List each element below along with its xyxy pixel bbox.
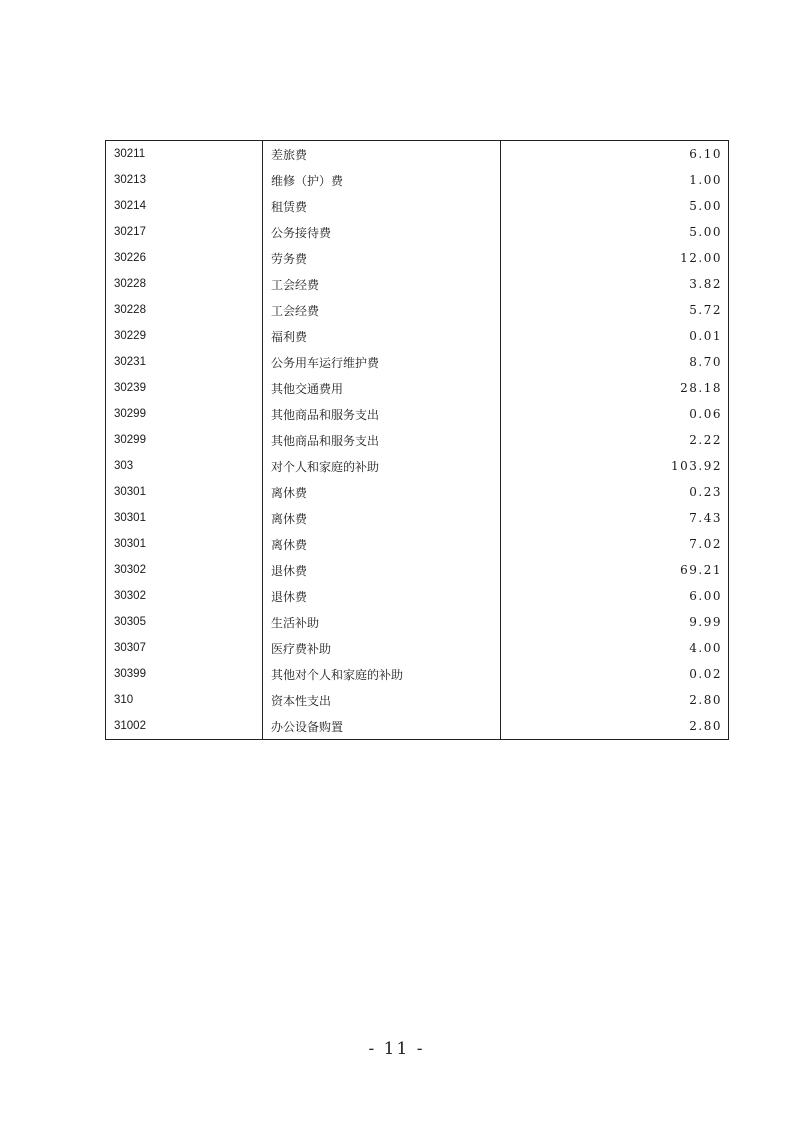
account-name-cell: 其他商品和服务支出 (263, 427, 501, 453)
account-name-cell: 公务用车运行维护费 (263, 349, 501, 375)
account-code-cell: 30302 (106, 557, 263, 583)
amount-cell: 9.99 (689, 615, 722, 629)
amount-cell: 1.00 (689, 173, 722, 187)
account-code-cell: 30217 (106, 219, 263, 245)
account-name-cell: 其他商品和服务支出 (263, 401, 501, 427)
account-name-cell: 公务接待费 (263, 219, 501, 245)
table-row (106, 297, 729, 323)
table-row (106, 427, 729, 453)
table-row (106, 453, 729, 479)
table-row (106, 557, 729, 583)
account-code-cell: 31002 (106, 713, 263, 740)
account-code-cell: 30302 (106, 583, 263, 609)
table-row (106, 323, 729, 349)
account-name-cell: 租赁费 (263, 193, 501, 219)
account-code-cell: 30299 (106, 427, 263, 453)
account-name-cell: 资本性支出 (263, 687, 501, 713)
table-row (106, 661, 729, 687)
account-name-cell: 离休费 (263, 479, 501, 505)
amount-cell: 6.10 (689, 147, 722, 161)
table-row (106, 193, 729, 219)
amount-cell: 0.02 (689, 667, 722, 681)
account-code-cell: 30211 (106, 141, 263, 168)
table-row (106, 141, 729, 168)
account-name-cell: 医疗费补助 (263, 635, 501, 661)
account-code-cell: 30228 (106, 271, 263, 297)
account-code-cell: 30307 (106, 635, 263, 661)
account-code-cell: 310 (106, 687, 263, 713)
account-code-cell: 30399 (106, 661, 263, 687)
table-row (106, 219, 729, 245)
amount-cell: 6.00 (689, 589, 722, 603)
table-row (106, 401, 729, 427)
account-name-cell: 其他交通费用 (263, 375, 501, 401)
table-row (106, 531, 729, 557)
amount-cell: 5.72 (689, 303, 722, 317)
page-number: - 11 - (368, 1039, 425, 1059)
account-code-cell: 30299 (106, 401, 263, 427)
account-code-cell: 30301 (106, 479, 263, 505)
account-code-cell: 30305 (106, 609, 263, 635)
table-row (106, 375, 729, 401)
table-row (106, 245, 729, 271)
table-row (106, 713, 729, 740)
table-row (106, 583, 729, 609)
amount-cell: 2.80 (689, 693, 722, 707)
amount-cell: 8.70 (689, 355, 722, 369)
account-name-cell: 离休费 (263, 505, 501, 531)
account-code-cell: 30301 (106, 505, 263, 531)
account-code-cell: 303 (106, 453, 263, 479)
amount-cell: 4.00 (689, 641, 722, 655)
account-code-cell: 30229 (106, 323, 263, 349)
account-name-cell: 退休费 (263, 583, 501, 609)
account-code-cell: 30239 (106, 375, 263, 401)
amount-cell: 2.22 (689, 433, 722, 447)
account-code-cell: 30226 (106, 245, 263, 271)
amount-cell: 5.00 (689, 225, 722, 239)
account-name-cell: 工会经费 (263, 297, 501, 323)
amount-cell: 0.01 (689, 329, 722, 343)
amount-cell: 103.92 (671, 459, 722, 473)
account-name-cell: 退休费 (263, 557, 501, 583)
amount-cell: 3.82 (689, 277, 722, 291)
amount-cell: 5.00 (689, 199, 722, 213)
budget-table (105, 140, 729, 740)
account-code-cell: 30301 (106, 531, 263, 557)
amount-cell: 2.80 (689, 719, 722, 733)
table-row (106, 505, 729, 531)
account-code-cell: 30213 (106, 167, 263, 193)
table-row (106, 349, 729, 375)
budget-table-body (106, 141, 729, 740)
account-name-cell: 对个人和家庭的补助 (263, 453, 501, 479)
account-name-cell: 生活补助 (263, 609, 501, 635)
table-row (106, 687, 729, 713)
amount-cell: 7.02 (689, 537, 722, 551)
amount-cell: 0.06 (689, 407, 722, 421)
account-code-cell: 30214 (106, 193, 263, 219)
amount-cell: 12.00 (680, 251, 722, 265)
account-code-cell: 30231 (106, 349, 263, 375)
table-row (106, 167, 729, 193)
account-name-cell: 福利费 (263, 323, 501, 349)
account-code-cell: 30228 (106, 297, 263, 323)
amount-cell: 28.18 (680, 381, 722, 395)
account-name-cell: 离休费 (263, 531, 501, 557)
account-name-cell: 其他对个人和家庭的补助 (263, 661, 501, 687)
account-name-cell: 工会经费 (263, 271, 501, 297)
table-row (106, 635, 729, 661)
account-name-cell: 劳务费 (263, 245, 501, 271)
account-name-cell: 维修（护）费 (263, 167, 501, 193)
table-row (106, 479, 729, 505)
amount-cell: 69.21 (680, 563, 722, 577)
amount-cell: 7.43 (689, 511, 722, 525)
account-name-cell: 办公设备购置 (263, 713, 501, 740)
amount-cell: 0.23 (689, 485, 722, 499)
table-row (106, 609, 729, 635)
account-name-cell: 差旅费 (263, 141, 501, 168)
table-row (106, 271, 729, 297)
